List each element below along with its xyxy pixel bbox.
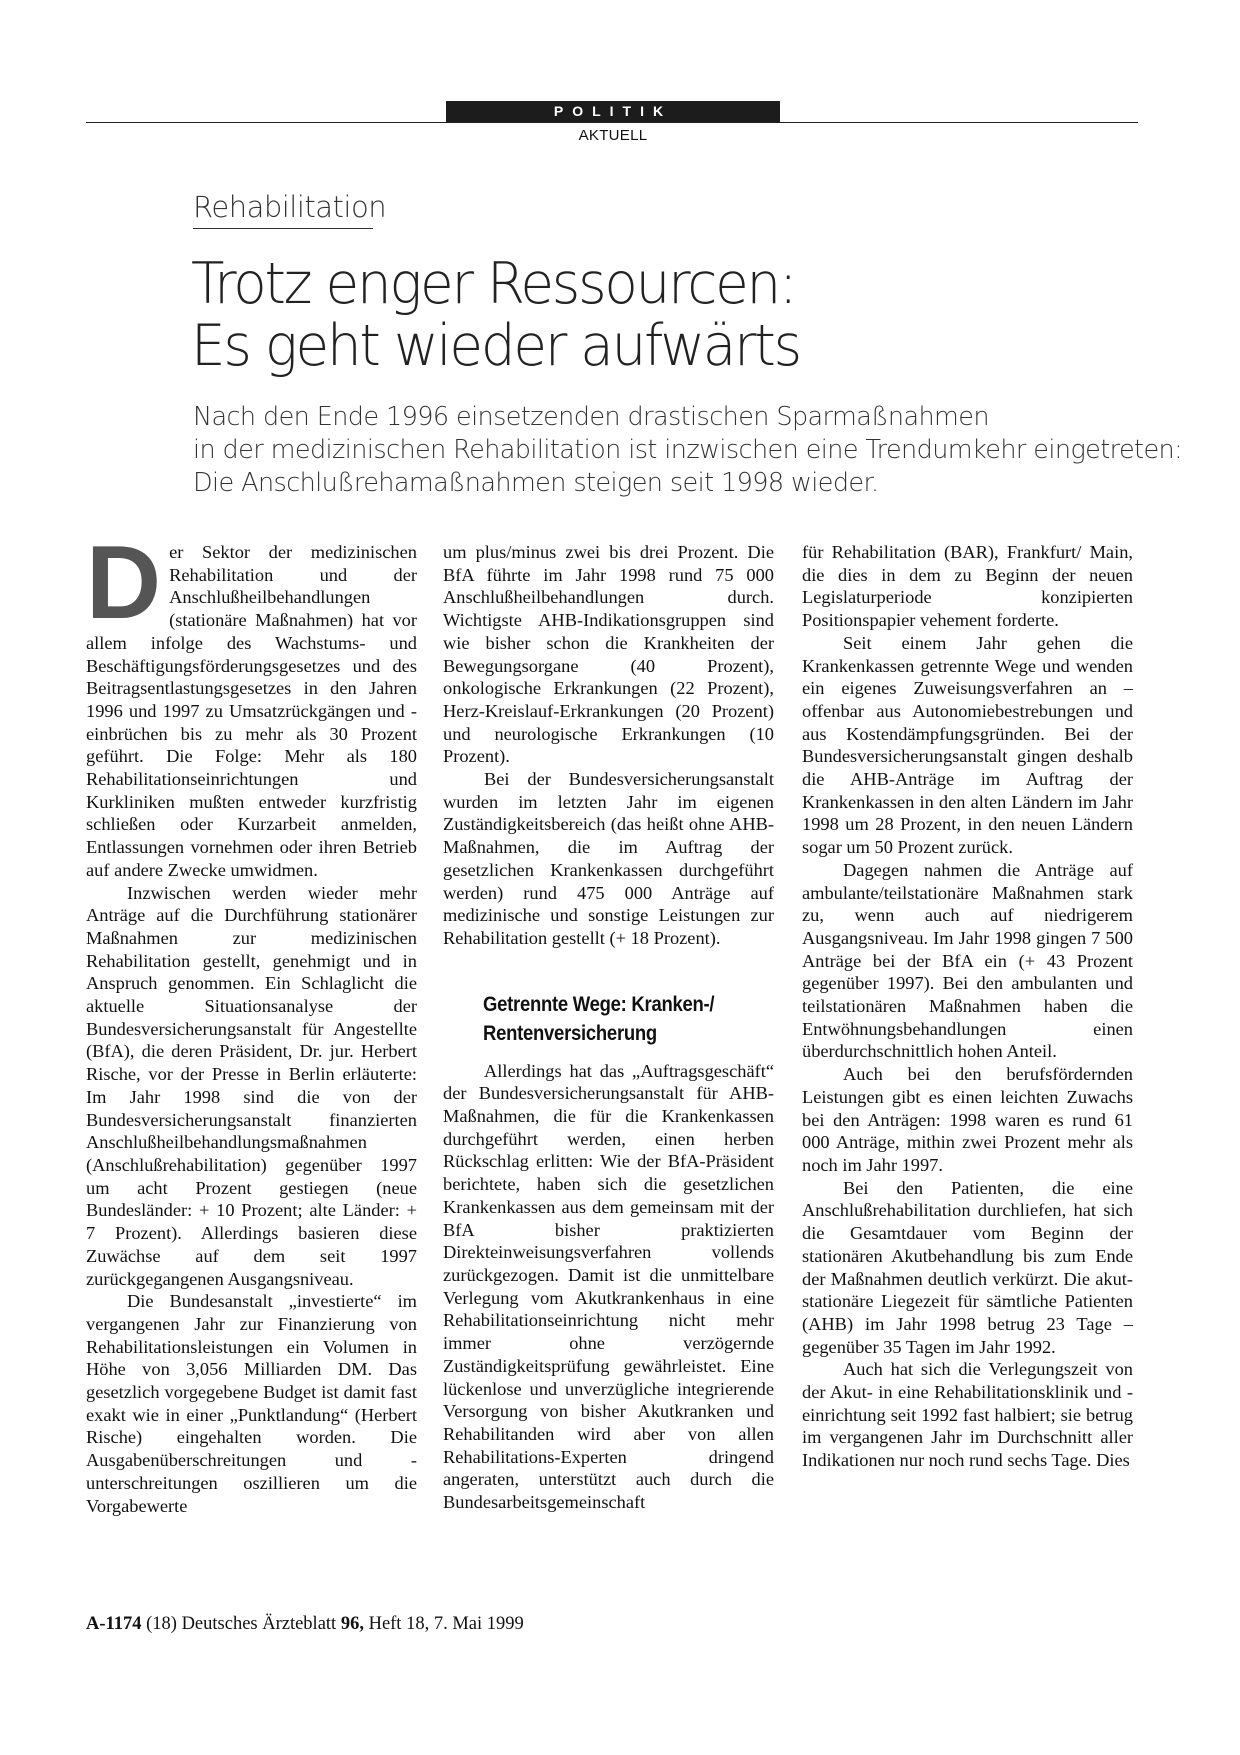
paragraph: Auch hat sich die Verlegungszeit von der Akut- in eine Rehabilitationsklinik und -einrichtung seit 1992 fast halbiert; sie betrug im vergangenen Jahr im Durchschnitt aller Indikationen nur noch rund sechs Tage. Dies — [802, 1359, 1133, 1471]
article-lead — [193, 401, 1183, 500]
footer-issue: Heft 18, 7. Mai 1999 — [368, 1614, 524, 1634]
subheading-line: Rentenversicherung — [483, 1021, 657, 1045]
paragraph — [86, 525, 417, 882]
page-number: A-1174 — [86, 1614, 142, 1634]
article-subheading — [483, 990, 800, 1048]
paragraph: Allerdings hat das „Auftragsgeschäft“ der Bundesversicherungsanstalt für AHB-Maßnahmen, die für die Krankenkassen durchgeführt werden, einen herben Rückschlag erlitten: Wie der BfA-Präsident berichtete, haben sich die gesetzlichen Krankenkassen aus dem gemeinsam mit der BfA bisher praktizierten Direkteinweisungsverfahren vollends zurückgezogen. Damit ist die unmittelbare Verlegung vom Akutkrankenhaus in eine Rehabilitationseinrichtung nicht mehr immer ohne verzögernde Zuständigkeitsprüfung gewährleistet. Eine lückenlose und unverzügliche integrierende Versorgung von bisher Akutkranken und Rehabilitanden wird aber von allen Rehabilitations-Experten dringend angeraten, unterstützt auch durch die Bundesarbeitsgemeinschaft — [443, 1060, 774, 1513]
drop-cap: D — [86, 525, 162, 641]
article-kicker: Rehabilitation — [193, 190, 373, 229]
subsection-label: AKTUELL — [578, 127, 648, 144]
paragraph: Seit einem Jahr gehen die Krankenkassen getrennte Wege und wenden ein eigenes Zuweisungsverfahren an – offenbar aus Autonomiebestrebungen und aus Kostendämpfungsgründen. Bei der Bundesversicherungsanstalt gingen deshalb die AHB-Anträge im Auftrag der Krankenkassen in den alten Ländern im Jahr 1998 um 28 Prozent, in den neuen Ländern sogar um 50 Prozent zurück. — [802, 632, 1133, 858]
footer-publication: (18) Deutsches Ärzteblatt — [146, 1614, 337, 1634]
paragraph-text: er Sektor der medizinischen Rehabilitation und der Anschlußheilbehandlungen (stationäre Maßnahmen) hat vor allem infolge des Wachstums- und Beschäftigungsförderungsgesetzes und des Beitragsentlastungsgesetzes in den Jahren 1996 und 1997 zu Umsatzrückgängen und -einbrüchen bis zu mehr als 30 Prozent geführt. Die Folge: Mehr als 180 Rehabilitationseinrichtungen und Kurkliniken mußten entweder kurzfristig schließen oder Kurzarbeit anmelden, Entlassungen vornehmen oder ihren Betrieb auf andere Zwecke umwidmen. — [86, 542, 417, 880]
article-column-2 — [443, 541, 774, 1514]
lead-line: Nach den Ende 1996 einsetzenden drastischen Sparmaßnahmen — [193, 402, 989, 432]
section-label: POLITIK — [446, 101, 780, 122]
paragraph: Die Bundesanstalt „investierte“ im vergangenen Jahr zur Finanzierung von Rehabilitationsleistungen ein Volumen in Höhe von 3,056 Milliarden DM. Das gesetzlich vorgegebene Budget ist damit fast exakt wie in einer „Punktlandung“ (Herbert Rische) eingehalten worden. Die Ausgabenüberschreitungen und -unterschreitungen oszillieren um die Vorgabewerte — [86, 1291, 417, 1516]
paragraph: um plus/minus zwei bis drei Prozent. Die BfA führte im Jahr 1998 rund 75 000 Anschlußheilbehandlungen durch. Wichtigste AHB-Indikationsgruppen sind wie bisher schon die Krankheiten der Bewegungsorgane (40 Prozent), onkologische Erkrankungen (22 Prozent), Herz-Kreislauf-Erkrankungen (20 Prozent) und neurologische Erkrankungen (10 Prozent). — [443, 542, 774, 767]
article-column-1 — [86, 525, 417, 1517]
paragraph: Auch bei den berufsfördernden Leistungen gibt es einen leichten Zuwachs bei den Anträgen: 1998 waren es rund 61 000 Anträge, mithin zwei Prozent mehr als noch im Jahr 1997. — [802, 1064, 1133, 1175]
headline-line: Trotz enger Ressourcen: — [191, 251, 796, 317]
paragraph: Inzwischen werden wieder mehr Anträge auf die Durchführung stationärer Maßnahmen zur medizinischen Rehabilitation gestellt, genehmigt und in Anspruch genommen. Ein Schlaglicht die aktuelle Situationsanalyse der Bundesversicherungsanstalt für Angestellte (BfA), die deren Präsident, Dr. jur. Herbert Rische, vor der Presse in Berlin erläuterte: Im Jahr 1998 sind die von der Bundesversicherungsanstalt finanzierten Anschlußheilbehandlungsmaßnahmen (Anschlußrehabilitation) gegenüber 1997 um acht Prozent gestiegen (neue Bundesländer: + 10 Prozent; alte Länder: + 7 Prozent). Allerdings basieren diese Zuwächse auf dem seit 1997 zurückgegangenen Ausgangsniveau. — [86, 882, 417, 1289]
page-footer — [86, 1614, 524, 1635]
subheading-line: Getrennte Wege: Kranken-/ — [483, 992, 715, 1016]
paragraph: Dagegen nahmen die Anträge auf ambulante/teilstationäre Maßnahmen stark zu, wenn auch auf niedrigerem Ausgangsniveau. Im Jahr 1998 gingen 7 500 Anträge bei der BfA ein (+ 43 Prozent gegenüber 1997). Bei den ambulanten und teilstationären Maßnahmen haben die Entwöhnungsbehandlungen einen überdurchschnittlich hohen Anteil. — [802, 859, 1133, 1062]
lead-line: Die Anschlußrehamaßnahmen steigen seit 1998 wieder. — [193, 468, 879, 498]
paragraph: Bei der Bundesversicherungsanstalt wurden im letzten Jahr im eigenen Zuständigkeitsbereich (das heißt ohne AHB-Maßnahmen, die im Auftrag der gesetzlichen Krankenkassen durchgeführt werden) rund 475 000 Anträge auf medizinische und sonstige Leistungen zur Rehabilitation gestellt (+ 18 Prozent). — [443, 769, 774, 948]
lead-line: in der medizinischen Rehabilitation ist inzwischen eine Trendumkehr eingetreten: — [193, 435, 1183, 465]
paragraph: für Rehabilitation (BAR), Frankfurt/ Main, die dies in dem zu Beginn der neuen Legislaturperiode konzipierten Positionspapier vehement forderte. — [802, 542, 1133, 631]
article-column-3 — [802, 541, 1133, 1472]
header-rule — [86, 122, 1138, 123]
paragraph: Bei den Patienten, die eine Anschlußrehabilitation durchliefen, hat sich die Gesamtdauer vom Beginn der stationären Akutbehandlung bis zum Ende der Maßnahmen deutlich verkürzt. Die akut-stationäre Liegezeit für sämtliche Patienten (AHB) im Jahr 1998 betrug 23 Tage – gegenüber 35 Tagen im Jahr 1992. — [802, 1177, 1133, 1357]
article-headline — [191, 253, 1055, 377]
headline-line: Es geht wieder aufwärts — [191, 313, 800, 379]
footer-volume: 96, — [340, 1614, 364, 1634]
